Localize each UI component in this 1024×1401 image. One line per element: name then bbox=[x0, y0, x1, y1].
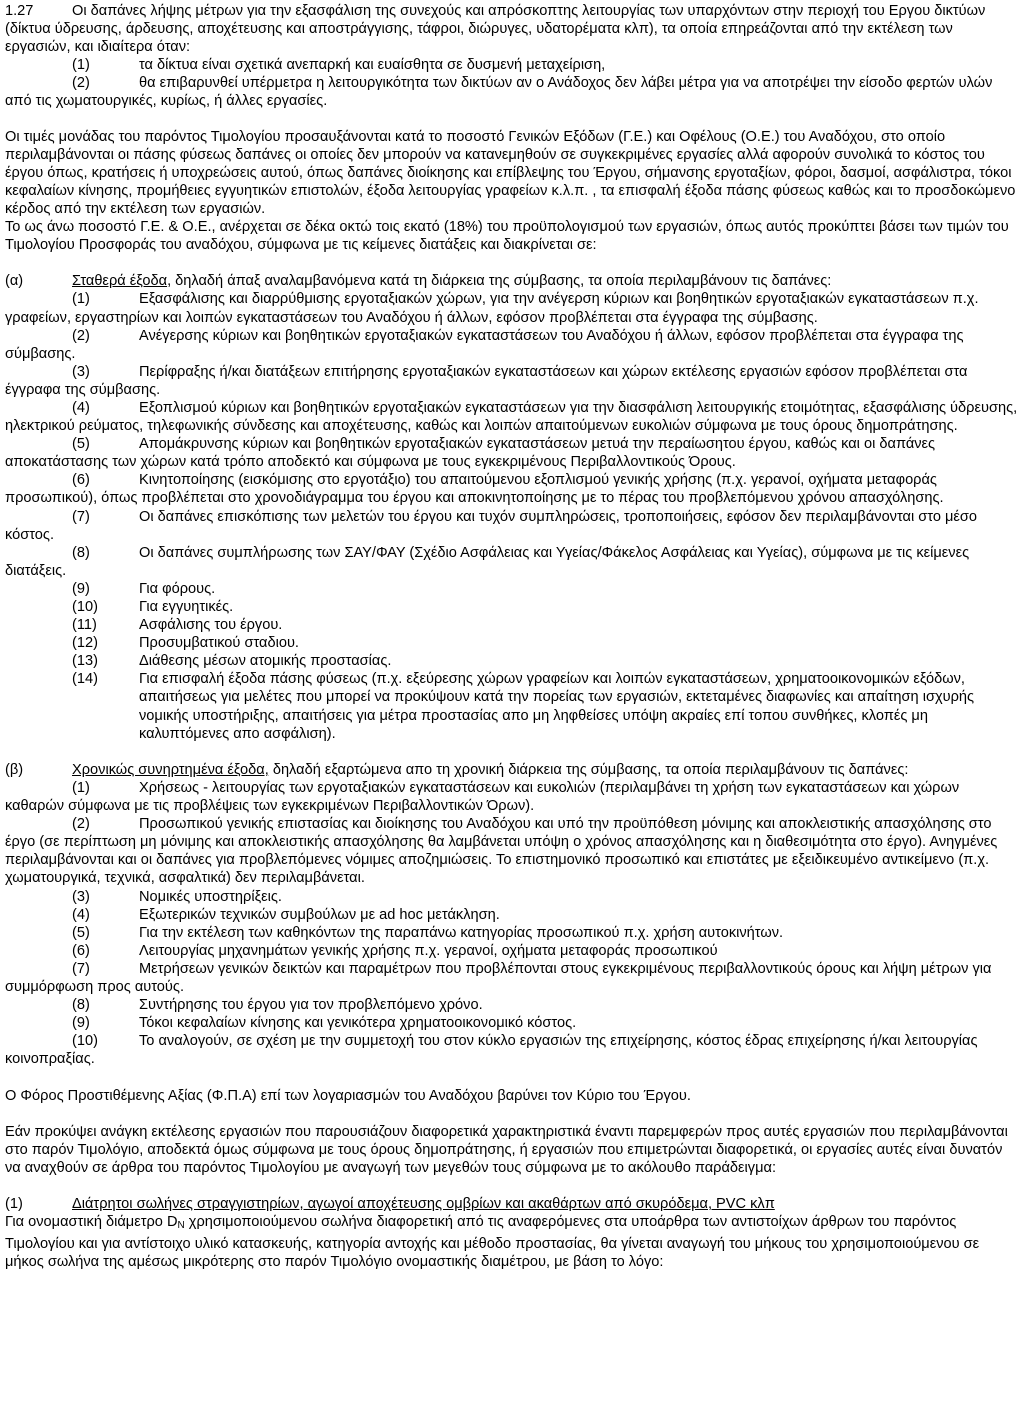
example-heading bbox=[5, 1195, 1019, 1213]
section-a-title: Σταθερά έξοδα bbox=[72, 273, 168, 290]
document-page bbox=[5, 2, 1019, 1271]
list-item bbox=[5, 327, 1019, 363]
item-text: τα δίκτυα είναι σχετικά ανεπαρκή και ευαίσθητα σε δυσμενή μεταχείριση, bbox=[139, 57, 606, 74]
list-item bbox=[5, 290, 1019, 326]
list-item bbox=[5, 888, 1019, 906]
clause-number: 1.27 bbox=[5, 3, 34, 19]
item-number: (4) bbox=[72, 906, 90, 923]
section-b-short-items bbox=[5, 888, 1019, 960]
item-text: Νομικές υποστηρίξεις. bbox=[139, 888, 282, 905]
analogy-paragraph: Εάν προκύψει ανάγκη εκτέλεσης εργασιών που παρουσιάζουν διαφορετικά χαρακτηριστικά έναντι παρεμφερών προς αυτές εργασιών που περιλαμβάνονται στο παρόν Τιμολόγιο, αποδεκτά όμως σύμφωνα με τους όρους δημοπράτησης, ή εργασιών που επιμετρώνται διαφορετικά, οι εργασίες αυτές είναι δυνατόν να αναχθούν σε άρθρα του παρόντος Τιμολογίου με αναγωγή των μεγεθών τους σύμφωνα με το ακόλουθο παράδειγμα: bbox=[5, 1123, 1008, 1176]
clause-1-27-intro bbox=[5, 2, 1019, 56]
list-item bbox=[5, 56, 1019, 74]
section-a-intro: , δηλαδή άπαξ αναλαμβανόμενα κατά τη διάρκεια της σύμβασης, τα οποία περιλαμβάνουν τις δαπάνες: bbox=[167, 273, 832, 290]
item-number: (8) bbox=[72, 997, 90, 1014]
item-number: (13) bbox=[72, 653, 98, 670]
item-text: Τόκοι κεφαλαίων κίνησης και γενικότερα χρηματοοικονομικό κόστος. bbox=[139, 1015, 577, 1032]
item-text: Το αναλογούν, σε σχέση με την συμμετοχή του στον κύκλο εργασιών της επιχείρησης, κόστος έδρας επιχείρησης ή/και λειτουργίας κοινοπραξίας. bbox=[5, 1033, 978, 1068]
item-number: (10) bbox=[72, 599, 98, 615]
list-item bbox=[5, 1014, 1019, 1032]
list-item bbox=[5, 508, 1019, 544]
section-b-item-10 bbox=[5, 1032, 1019, 1068]
item-number: (8) bbox=[72, 544, 90, 561]
item-text: Για την εκτέλεση των καθηκόντων της παραπάνω κατηγορίας προσωπικού π.χ. χρήση αυτοκινήτων. bbox=[139, 924, 784, 941]
item-text: Μετρήσεων γενικών δεικτών και παραμέτρων που προβλέπονται στους εγκεκριμένους περιβαλλοντικούς όρους και λήψη μέτρων για συμμόρφωση προς αυτούς. bbox=[5, 960, 992, 995]
clause-1-27-cases bbox=[5, 56, 1019, 110]
item-number: (12) bbox=[72, 635, 98, 652]
section-b-short-items-2 bbox=[5, 996, 1019, 1032]
item-number: (14) bbox=[72, 671, 98, 688]
section-b-intro: δηλαδή εξαρτώμενα απο τη χρονική διάρκεια της σύμβασης, τα οποία περιλαμβάνουν τις δαπάνες: bbox=[268, 761, 909, 778]
item-number: (10) bbox=[72, 1033, 98, 1050]
list-item bbox=[5, 580, 1019, 598]
item-text: Ανέγερσης κύριων και βοηθητικών εργοταξιακών εγκαταστάσεων του Αναδόχου ή άλλων, εφόσον προβλέπεται στα έγγραφα της σύμβασης. bbox=[5, 327, 964, 362]
list-item bbox=[5, 616, 1019, 634]
item-text: Εξοπλισμού κύριων και βοηθητικών εργοταξιακών εγκαταστάσεων για την διασφάλιση λειτουργικής ετοιμότητας, εξασφάλισης ύδρευσης, ηλεκτρικού ρεύματος, τηλεφωνικής σύνδεσης και αποχέτευσης, καθώς και λοιπών απαιτούμενων ευκολιών σύμφωνα με τους όρους δημοπράτησης. bbox=[5, 399, 1018, 435]
example-text-before: Για ονομαστική διάμετρο D bbox=[5, 1214, 178, 1231]
item-number: (6) bbox=[72, 472, 90, 489]
item-text: Προσωπικού γενικής επιστασίας και διοίκησης του Αναδόχου και υπό την προϋπόθεση μόνιμης και αποκλειστικής απασχόλησης στο έργο (σε περίπτωση μη μόνιμης και αποκλειστικής απασχόλησης θα λαμβάνεται υπόψη ο χρόνος απασχόλησης και η διαθεσιμότητα στο έργο). Ανηγμένες περιλαμβάνονται και οι δαπάνες για προβλεπόμενες νόμιμες αποζημιώσεις. Το επιστημονικό προσωπικό και επιστάτες με εξειδικευμένο αντικείμενο (π.χ. χωματουργικά, τεχνικά, ασφαλτικά) δεν περιλαμβάνεται. bbox=[5, 816, 998, 887]
list-item bbox=[5, 996, 1019, 1014]
item-number: (7) bbox=[72, 960, 90, 977]
list-item bbox=[5, 363, 1019, 399]
item-number: (9) bbox=[72, 1015, 90, 1032]
example-text bbox=[5, 1213, 1019, 1271]
item-text: Συντήρησης του έργου για τον προβλεπόμενο χρόνο. bbox=[139, 997, 483, 1014]
item-text: Χρήσεως - λειτουργίας των εργοταξιακών εγκαταστάσεων και ευκολιών (περιλαμβάνει τη χρήση των εγκαταστάσεων και χώρων καθαρών σύμφωνα με τις προβλέψεις των εγκεκριμένων Περιβαλλοντικών Όρων). bbox=[5, 779, 960, 815]
list-item bbox=[5, 815, 1019, 887]
item-text: Για φόρους. bbox=[139, 580, 216, 597]
item-number: (1) bbox=[72, 291, 90, 308]
item-number: (3) bbox=[72, 363, 90, 380]
section-a-label: (α) bbox=[5, 273, 24, 290]
item-text: Εξωτερικών τεχνικών συμβούλων με ad hoc μετάκληση. bbox=[139, 906, 500, 923]
section-b-item-7 bbox=[5, 960, 1019, 996]
item-text: Οι δαπάνες συμπλήρωσης των ΣΑΥ/ΦΑΥ (Σχέδιο Ασφάλειας και Υγείας/Φάκελος Ασφάλειας και Υγείας), σύμφωνα με τις κείμενες διατάξεις. bbox=[5, 544, 970, 579]
list-item bbox=[5, 399, 1019, 435]
item-number: (2) bbox=[72, 327, 90, 344]
list-item bbox=[5, 544, 1019, 580]
item-number: (6) bbox=[72, 942, 90, 959]
item-number: (7) bbox=[72, 508, 90, 525]
section-b-items bbox=[5, 779, 1019, 888]
list-item bbox=[5, 471, 1019, 507]
item-text: Για επισφαλή έξοδα πάσης φύσεως (π.χ. εξεύρεσης χώρων γραφείων και λοιπών εγκαταστάσεων, χρηματοοικονομικών εξόδων, απαιτήσεως για μελέτες που μπορεί να προκύψουν κατά την πορείας των εργασιών, εκτεταμένες διαφωνίες και απαίτηση ισχυρής νομικής υποστήριξης, απαιτήσεις για μέτρα προστασίας απο μη ληφθείσες υπόψη ακραίες επί τοπου συνθήκες, κλοπές μη καλυπτόμενες απο ασφάλιση). bbox=[139, 671, 975, 742]
section-a-heading bbox=[5, 272, 1019, 290]
item-number: (2) bbox=[72, 75, 90, 92]
item-text: θα επιβαρυνθεί υπέρμετρα η λειτουργικότητα των δικτύων αν ο Ανάδοχος δεν λάβει μέτρα για να αποτρέψει την είσοδο φερτών υλών από τις χωματουργικές, κυρίως, ή άλλες εργασίες. bbox=[5, 75, 993, 110]
list-item bbox=[5, 74, 1019, 110]
item-text: Εξασφάλισης και διαρρύθμισης εργοταξιακών χώρων, για την ανέγερση κύριων και βοηθητικών εργοταξιακών εγκαταστάσεων π.χ. γραφείων, εργαστηρίων και λοιπών εγκαταστάσεων του Αναδόχου ή άλλων, εφόσον προβλέπεται στα έγγραφα της σύμβασης. bbox=[5, 291, 979, 326]
list-item bbox=[5, 652, 1019, 670]
example-subscript: N bbox=[177, 1220, 185, 1232]
list-item bbox=[5, 598, 1019, 616]
item-number: (9) bbox=[72, 580, 90, 597]
list-item bbox=[5, 906, 1019, 924]
item-text: Διάθεσης μέσων ατομικής προστασίας. bbox=[139, 653, 392, 670]
item-text: Ασφάλισης του έργου. bbox=[139, 617, 283, 634]
item-number: (5) bbox=[72, 436, 90, 453]
section-a-short-items bbox=[5, 580, 1019, 743]
item-text: Οι δαπάνες επισκόπισης των μελετών του έργου και τυχόν συμπληρώσεις, τροποποιήσεις, εφόσον δεν περιλαμβάνονται στο μέσο κόστος. bbox=[5, 508, 978, 543]
item-text: Προσυμβατικού σταδιου. bbox=[139, 635, 299, 652]
list-item bbox=[5, 942, 1019, 960]
vat-paragraph: Ο Φόρος Προστιθέμενης Αξίας (Φ.Π.Α) επί των λογαριασμών του Αναδόχου βαρύνει τον Κύριο του Έργου. bbox=[5, 1087, 691, 1104]
overhead-paragraph: Οι τιμές μονάδας του παρόντος Τιμολογίου προσαυξάνονται κατά το ποσοστό Γενικών Εξόδων (Γ.Ε.) και Οφέλους (Ο.Ε.) του Αναδόχου, στο οποίο περιλαμβάνονται οι πάσης φύσεως δαπάνες οι οποίες δεν μπορούν να κατανεμηθούν σε συγκεκριμένες εργασίες αλλά αφορούν συνολικά το κόστος του έργου όπως, κρατήσεις ή υποχρεώσεις αυτού, όπως δαπάνες διοίκησης και επίβλεψης του Έργου, σήμανσης εργοταξίων, φόροι, δασμοί, ασφάλιστρα, τόκοι κεφαλαίων κίνησης, προμήθειες εγγυητικών επιστολών, έξοδα λειτουργίας γραφείων κ.λ.π. , τα επισφαλή έξοδα πάσης φύσεως καθώς και το προσδοκώμενο κέρδος από την εκτέλεση των εργασιών. bbox=[5, 128, 1016, 217]
item-number: (2) bbox=[72, 816, 90, 833]
item-text: Περίφραξης ή/και διατάξεων επιτήρησης εργοταξιακών εγκαταστάσεων και χώρων εκτέλεσης εργασιών εφόσον προβλέπεται στα έγγραφα της σύμβασης. bbox=[5, 363, 968, 398]
list-item bbox=[5, 924, 1019, 942]
item-number: (3) bbox=[72, 888, 90, 905]
item-text: Λειτουργίας μηχανημάτων γενικής χρήσης π.χ. γερανοί, οχήματα μεταφοράς προσωπικού bbox=[139, 942, 718, 959]
item-text: Για εγγυητικές. bbox=[139, 599, 234, 615]
example-text-after: χρησιμοποιούμενου σωλήνα διαφορετική από τις αναφερόμενες στα υποάρθρα των αντιστοίχων άρθρων του παρόντος Τιμολογίου και για αντίστοιχο υλικό κατασκευής, κατηγορία αντοχής και μέθοδο προστασίας, θα γίνεται αναγωγή του μήκους του χρησιμοποιούμενου σε μήκος σωλήνα της αμέσως μικρότερης στο παρόν Τιμολόγιο ονομαστικής διαμέτρου, με βάση το λόγο: bbox=[5, 1214, 980, 1271]
item-number: (11) bbox=[72, 617, 97, 634]
clause-intro-text: Οι δαπάνες λήψης μέτρων για την εξασφάλιση της συνεχούς και απρόσκοπτης λειτουργίας των υπαρχόντων στην περιοχή του Εργου δικτύων (δίκτυα ύδρευσης, άρδευσης, αποχέτευσης και αποστράγγισης, τάφροι, διώρυγες, υδατορέματα κλπ), τα οποία επηρεάζονται από την εκτέλεση των εργασιών, και ιδιαίτερα όταν: bbox=[5, 3, 986, 56]
example-title: Διάτρητοι σωλήνες στραγγιστηρίων, αγωγοί αποχέτευσης ομβρίων και ακαθάρτων από σκυρόδεμα, PVC κλπ bbox=[72, 1196, 775, 1213]
section-b-title: Χρονικώς συνηρτημένα έξοδα, bbox=[72, 761, 269, 778]
item-number: (4) bbox=[72, 399, 90, 416]
percent-paragraph: Το ως άνω ποσοστό Γ.Ε. & Ο.Ε., ανέρχεται σε δέκα οκτώ τοις εκατό (18%) του προϋπολογισμού των εργασιών, όπως αυτός προκύπτει βάσει των τιμών του Τιμολογίου Προσφοράς του αναδόχου, σύμφωνα με τις κείμενες διατάξεις και διακρίνεται σε: bbox=[5, 219, 1009, 254]
example-number: (1) bbox=[5, 1196, 23, 1213]
section-b-heading bbox=[5, 761, 1019, 779]
section-a-items bbox=[5, 290, 1019, 580]
item-number: (1) bbox=[72, 57, 90, 74]
item-number: (5) bbox=[72, 924, 90, 941]
list-item bbox=[5, 670, 1019, 742]
list-item bbox=[5, 634, 1019, 652]
item-text: Απομάκρυνσης κύριων και βοηθητικών εργοταξιακών εγκαταστάσεων μετυά την περαίωσητου έργου, καθώς και οι δαπάνες αποκατάστασης των χώρων κατά τρόπο αποδεκτό και σύμφωνα με τους εγκεκριμένους Περιβαλλοντικούς Όρους. bbox=[5, 436, 936, 471]
list-item bbox=[5, 435, 1019, 471]
section-b-label: (β) bbox=[5, 761, 24, 778]
item-text: Κινητοποίησης (εισκόμισης στο εργοτάξιο) του απαιτούμενου εξοπλισμού γενικής χρήσης (π.χ. γερανοί, οχήματα μεταφοράς προσωπικού), όπως προβλέπεται στο χρονοδιάγραμμα του έργου και αποκινητοποίησης με το πέρας του προβλεπόμενου χρόνου απασχόλησης. bbox=[5, 472, 944, 507]
list-item bbox=[5, 779, 1019, 815]
item-number: (1) bbox=[72, 779, 90, 796]
